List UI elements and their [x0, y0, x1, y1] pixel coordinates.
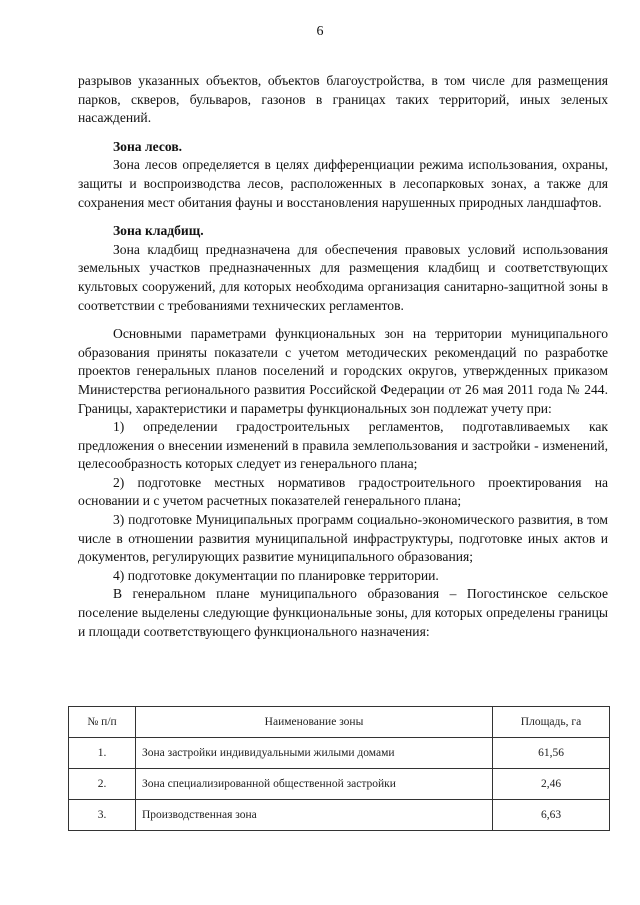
table-header-row — [69, 707, 610, 738]
row-zone-name: Производственная зона — [136, 800, 493, 831]
header-number: № п/п — [69, 707, 136, 738]
row-area: 2,46 — [493, 769, 610, 800]
page-number: 6 — [316, 24, 324, 39]
paragraph-green-spaces: разрывов указанных объектов, объектов благоустройства, в том числе для размещения парков, скверов, бульваров, газонов в границах таких территорий, иных зеленых насаждений. — [78, 73, 608, 126]
paragraph-zone-parameters: Основными параметрами функциональных зон на территории муниципального образования приняты показатели с учетом методических рекомендаций по разработке проектов генеральных планов поселений и городских округов, утвержденных приказом Министерства регионального развития Российской Федерации от 26 мая 2011 года № 244. Границы, характеристики и параметры функциональных зон подлежат учету при: — [78, 326, 608, 416]
spacer — [78, 128, 608, 138]
header-zone-name: Наименование зоны — [136, 707, 493, 738]
table-row — [69, 738, 610, 769]
zones-table-container — [68, 706, 610, 831]
row-zone-name: Зона застройки индивидуальными жилыми домами — [136, 738, 493, 769]
row-number: 2. — [69, 769, 136, 800]
list-item-regulations: 1) определении градостроительных регламентов, подготавливаемых как предложения о внесении изменений в правила землепользования и застройки - изменений, целесообразность которых следует из генерального плана; — [78, 419, 608, 472]
row-zone-name: Зона специализированной общественной застройки — [136, 769, 493, 800]
document-body — [78, 72, 608, 641]
paragraph-general-plan: В генеральном плане муниципального образования – Погостинское сельское поселение выделены следующие функциональные зоны, для которых определены границы и площади соответствующего функционального назначения: — [78, 586, 608, 639]
spacer — [78, 315, 608, 325]
row-area: 61,56 — [493, 738, 610, 769]
table-row — [69, 800, 610, 831]
list-item-planning: 4) подготовке документации по планировке территории. — [113, 567, 439, 583]
list-item-norms: 2) подготовке местных нормативов градостроительного проектирования на основании и с учетом расчетных показателей генерального плана; — [78, 474, 608, 509]
list-item-programs: 3) подготовке Муниципальных программ социально-экономического развития, в том числе в отношении развития муниципальной инфраструктуры, подготовке иных актов и документов, регулирующих развитие муниципального образования; — [78, 512, 608, 565]
paragraph-forest-zone: Зона лесов определяется в целях дифференциации режима использования, охраны, защиты и воспроизводства лесов, расположенных в лесопарковых зонах, а также для сохранения мест обитания фауны и восстановления нарушенных природных ландшафтов. — [78, 157, 608, 210]
header-area: Площадь, га — [493, 707, 610, 738]
zones-table — [68, 706, 610, 831]
spacer — [78, 212, 608, 222]
row-number: 1. — [69, 738, 136, 769]
row-area: 6,63 — [493, 800, 610, 831]
table-row — [69, 769, 610, 800]
heading-cemetery-zone: Зона кладбищ. — [113, 223, 204, 239]
paragraph-cemetery-zone: Зона кладбищ предназначена для обеспечения правовых условий использования земельных участков предназначенных для размещения кладбищ и соответствующих культовых сооружений, для которых необходима организация санитарно-защитной зоны в соответствии с требованиями технических регламентов. — [78, 241, 608, 313]
row-number: 3. — [69, 800, 136, 831]
heading-forest-zone: Зона лесов. — [113, 138, 183, 154]
